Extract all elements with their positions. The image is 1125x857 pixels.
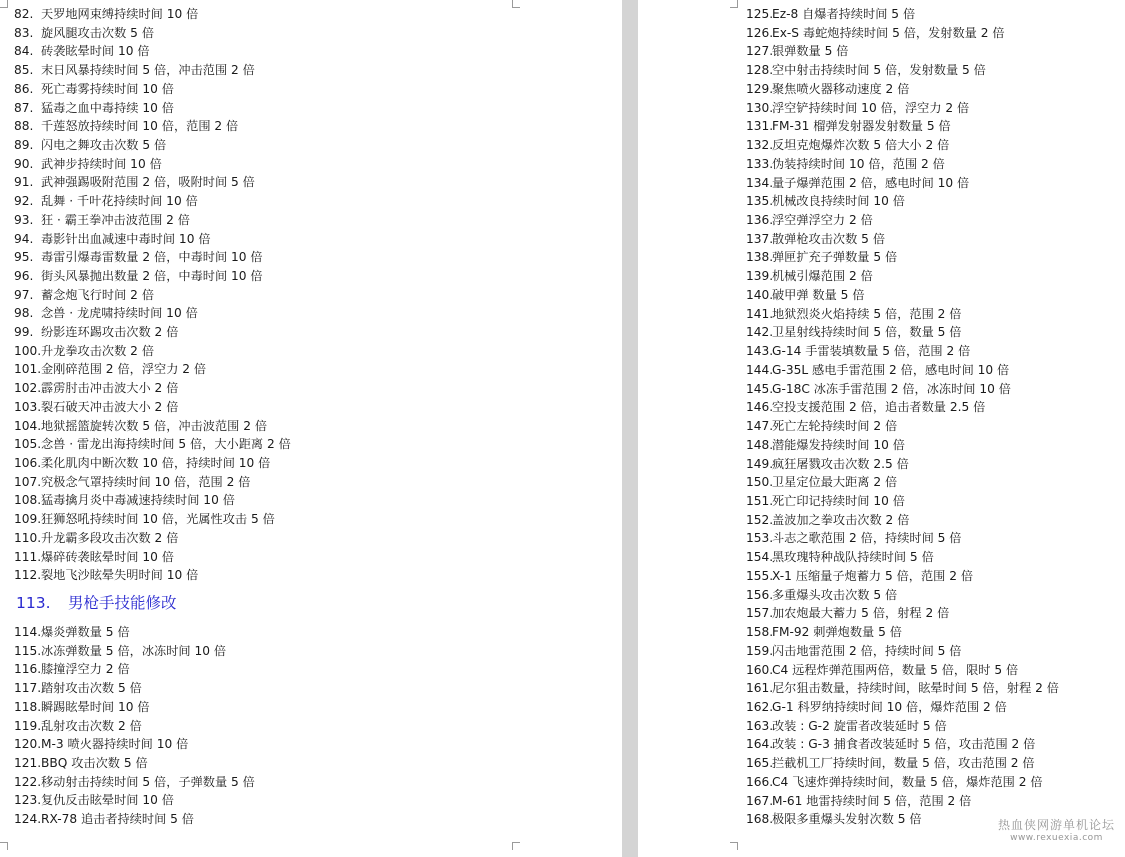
list-item-text: 爆炎弹数量 5 倍 xyxy=(41,625,130,639)
list-item-text: 升龙霸多段攻击次数 2 倍 xyxy=(41,530,179,545)
list-item-text: 地狱摇篮旋转次数 5 倍，冲击波范围 2 倍 xyxy=(41,418,268,433)
list-item-number: 161. xyxy=(746,681,774,696)
list-item xyxy=(746,119,951,133)
list-item xyxy=(14,700,150,714)
list-item-number: 131. xyxy=(746,119,774,134)
list-item-text: 裂石破天冲击波大小 2 倍 xyxy=(41,399,179,414)
list-item-number: 140. xyxy=(746,287,774,302)
list-item-number: 102. xyxy=(14,381,42,396)
list-item-text: 伪装持续时间 10 倍，范围 2 倍 xyxy=(772,156,945,171)
section-heading xyxy=(16,594,177,612)
list-item-text: 纷影连环踢攻击次数 2 倍 xyxy=(41,325,179,340)
list-item xyxy=(14,400,178,414)
list-item-text: 砖袭眩晕时间 10 倍 xyxy=(41,44,150,59)
list-item-text: 尼尔狙击数量，持续时间，眩晕时间 5 倍，射程 2 倍 xyxy=(772,681,1059,696)
list-item xyxy=(746,232,885,246)
list-item-text: 武神步持续时间 10 倍 xyxy=(41,156,162,171)
list-item-number: 125. xyxy=(746,7,774,21)
list-item-text: 卫星射线持续时间 5 倍，数量 5 倍 xyxy=(772,325,962,340)
list-item-number: 157. xyxy=(746,606,774,621)
list-item xyxy=(746,344,970,358)
list-item xyxy=(746,400,985,414)
list-item xyxy=(746,438,905,452)
list-item-number: 155. xyxy=(746,568,774,583)
list-item xyxy=(14,362,206,376)
list-item xyxy=(14,82,174,96)
list-item-number: 136. xyxy=(746,213,774,228)
list-item-text: 狂 · 霸王拳冲击波范围 2 倍 xyxy=(41,212,190,227)
list-item-text: 浮空铲持续时间 10 倍，浮空力 2 倍 xyxy=(772,100,970,115)
list-item-text: 蓄念炮飞行时间 2 倍 xyxy=(41,287,155,302)
list-item-number: 106. xyxy=(14,456,42,471)
list-item-number: 83. xyxy=(14,25,34,40)
list-item xyxy=(14,793,174,807)
list-item xyxy=(14,288,154,302)
list-item-text: G-35L 感电手雷范围 2 倍，感电时间 10 倍 xyxy=(772,362,1010,377)
list-item xyxy=(746,63,986,77)
list-item xyxy=(14,138,166,152)
list-item-number: 92. xyxy=(14,194,34,209)
list-item-number: 89. xyxy=(14,137,34,152)
list-item-number: 87. xyxy=(14,100,34,115)
list-item-text: FM-92 刺弹炮数量 5 倍 xyxy=(772,625,902,640)
list-item-number: 104. xyxy=(14,418,42,433)
list-item-number: 159. xyxy=(746,643,774,658)
list-item xyxy=(746,644,961,658)
list-item-text: 疯狂屠戮攻击次数 2.5 倍 xyxy=(772,456,909,471)
list-item xyxy=(14,475,250,489)
page-corner-mark xyxy=(730,842,738,850)
list-item xyxy=(746,494,905,508)
document-page-right xyxy=(638,0,1125,857)
list-item-text: 空投支援范围 2 倍，追击者数量 2.5 倍 xyxy=(772,400,986,415)
list-item-number: 145. xyxy=(746,381,774,396)
list-item-text: G-14 手雷装填数量 5 倍，范围 2 倍 xyxy=(772,344,971,359)
list-item xyxy=(14,7,198,21)
list-item xyxy=(746,176,969,190)
list-item-number: 127. xyxy=(746,44,774,59)
list-item-number: 118. xyxy=(14,699,42,714)
list-item xyxy=(14,101,174,115)
list-item-text: 死亡左轮持续时间 2 倍 xyxy=(772,419,898,434)
list-item-text: 末日风暴持续时间 5 倍，冲击范围 2 倍 xyxy=(41,63,255,78)
list-item-number: 165. xyxy=(746,756,774,771)
list-item-number: 123. xyxy=(14,793,42,808)
list-item-text: G-1 科罗纳持续时间 10 倍，爆炸范围 2 倍 xyxy=(772,700,1007,714)
page-corner-mark xyxy=(512,842,520,850)
list-item-number: 135. xyxy=(746,194,774,209)
page-corner-mark xyxy=(0,842,8,850)
list-item xyxy=(746,756,1035,770)
list-item xyxy=(746,513,909,527)
list-item xyxy=(746,26,1005,40)
list-item-number: 158. xyxy=(746,625,774,640)
list-item xyxy=(14,437,291,451)
list-item xyxy=(14,550,174,564)
list-item-text: 闪电之舞攻击次数 5 倍 xyxy=(41,137,167,152)
list-item xyxy=(746,7,915,21)
list-item xyxy=(746,812,922,826)
list-item-text: 聚焦喷火器移动速度 2 倍 xyxy=(772,81,910,96)
list-item-text: 膝撞浮空力 2 倍 xyxy=(41,662,130,677)
list-item-number: 84. xyxy=(14,44,34,59)
list-item-number: 134. xyxy=(746,175,774,190)
list-item-text: 念兽 · 龙虎啸持续时间 10 倍 xyxy=(41,306,198,321)
list-item-text: 升龙拳攻击次数 2 倍 xyxy=(41,343,155,358)
list-item xyxy=(14,756,148,770)
list-item-text: 反坦克炮爆炸次数 5 倍大小 2 倍 xyxy=(772,138,950,153)
list-item xyxy=(746,606,949,620)
list-item-number: 166. xyxy=(746,774,774,789)
list-item-text: 银弹数量 5 倍 xyxy=(772,44,849,59)
list-item xyxy=(14,157,162,171)
list-item xyxy=(14,662,130,676)
list-item-number: 119. xyxy=(14,718,42,733)
list-item-number: 152. xyxy=(746,512,774,527)
list-item-text: 浮空弹浮空力 2 倍 xyxy=(772,213,873,228)
list-item xyxy=(14,325,178,339)
list-item xyxy=(746,250,897,264)
list-item-number: 167. xyxy=(746,793,774,808)
list-item-number: 95. xyxy=(14,250,34,265)
list-item-number: 108. xyxy=(14,493,42,508)
list-item-number: 162. xyxy=(746,700,774,714)
list-item-text: 踏射攻击次数 5 倍 xyxy=(41,681,142,696)
list-item-number: 105. xyxy=(14,437,42,452)
list-item-text: 极限多重爆头发射次数 5 倍 xyxy=(772,812,922,827)
list-item-text: 念兽 · 雷龙出海持续时间 5 倍，大小距离 2 倍 xyxy=(41,437,291,452)
list-item-text: Ez-8 自爆者持续时间 5 倍 xyxy=(772,7,916,21)
list-item xyxy=(746,419,897,433)
list-item-text: 空中射击持续时间 5 倍，发射数量 5 倍 xyxy=(772,63,986,78)
list-item xyxy=(14,63,255,77)
list-item-number: 91. xyxy=(14,175,34,190)
list-item xyxy=(746,737,1035,751)
list-item-number: 86. xyxy=(14,81,34,96)
list-item-number: 124. xyxy=(14,812,42,827)
list-item xyxy=(14,719,142,733)
list-item-text: 复仇反击眩晕时间 10 倍 xyxy=(41,793,174,808)
list-item-text: 猛毒之血中毒持续 10 倍 xyxy=(41,100,174,115)
list-item xyxy=(14,568,198,582)
list-item-text: 量子爆弹范围 2 倍，感电时间 10 倍 xyxy=(772,175,970,190)
list-item xyxy=(14,493,235,507)
list-item xyxy=(14,306,198,320)
list-item-text: 毒雷引爆毒雷数量 2 倍，中毒时间 10 倍 xyxy=(41,250,263,265)
list-item-number: 168. xyxy=(746,812,774,827)
list-item xyxy=(14,531,178,545)
list-item-number: 109. xyxy=(14,512,42,527)
list-item-text: 究极念气罩持续时间 10 倍，范围 2 倍 xyxy=(41,474,251,489)
list-item xyxy=(746,550,934,564)
list-item xyxy=(14,269,263,283)
list-item-text: 瞬踢眩晕时间 10 倍 xyxy=(41,699,150,714)
list-item xyxy=(746,288,865,302)
list-item-text: 狂狮怒吼持续时间 10 倍，光属性攻击 5 倍 xyxy=(41,512,275,527)
list-item-number: 156. xyxy=(746,587,774,602)
list-item-number: 141. xyxy=(746,306,774,321)
page-gutter xyxy=(622,0,638,857)
section-heading-number: 113. xyxy=(16,594,51,612)
list-item-text: 天罗地网束缚持续时间 10 倍 xyxy=(41,7,199,21)
list-item-text: 死亡毒雾持续时间 10 倍 xyxy=(41,81,174,96)
list-item xyxy=(746,588,897,602)
list-item-number: 115. xyxy=(14,643,42,658)
list-item-text: 爆碎砖袭眩晕时间 10 倍 xyxy=(41,549,174,564)
list-item-text: X-1 压缩量子炮蓄力 5 倍，范围 2 倍 xyxy=(772,568,974,583)
list-item xyxy=(746,269,873,283)
list-item-number: 143. xyxy=(746,344,774,359)
list-item xyxy=(746,569,973,583)
list-item xyxy=(746,325,961,339)
list-item-number: 128. xyxy=(746,63,774,78)
list-item-text: 金刚碎范围 2 倍，浮空力 2 倍 xyxy=(41,362,207,377)
list-item-number: 164. xyxy=(746,737,774,752)
list-item-number: 101. xyxy=(14,362,42,377)
section-heading-text: 男枪手技能修改 xyxy=(68,594,177,612)
list-item-number: 149. xyxy=(746,456,774,471)
list-item-text: RX-78 追击者持续时间 5 倍 xyxy=(41,812,194,827)
list-item-number: 112. xyxy=(14,568,42,583)
list-item xyxy=(746,457,909,471)
list-item-text: BBQ 攻击次数 5 倍 xyxy=(41,755,148,770)
list-item-number: 146. xyxy=(746,400,774,415)
list-item-number: 148. xyxy=(746,437,774,452)
list-item-text: 霹雳肘击冲击波大小 2 倍 xyxy=(41,381,179,396)
list-item-number: 82. xyxy=(14,7,34,21)
list-item-text: 卫星定位最大距离 2 倍 xyxy=(772,475,898,490)
watermark-title: 热血侠网游单机论坛 xyxy=(997,818,1115,832)
list-item-text: 改装 : G-3 捕食者改装延时 5 倍，攻击范围 2 倍 xyxy=(772,737,1036,752)
list-item-text: 移动射击持续时间 5 倍，子弹数量 5 倍 xyxy=(41,774,255,789)
list-item xyxy=(746,157,945,171)
watermark-url: www.rexuexia.com xyxy=(1010,833,1103,843)
list-item xyxy=(14,26,154,40)
list-item-number: 129. xyxy=(746,81,774,96)
list-item xyxy=(14,419,267,433)
list-item-number: 90. xyxy=(14,156,34,171)
list-item-text: 地狱烈炎火焰持续 5 倍，范围 2 倍 xyxy=(772,306,962,321)
list-item-number: 120. xyxy=(14,737,42,752)
list-item-number: 99. xyxy=(14,325,34,340)
list-item-text: C4 飞速炸弹持续时间，数量 5 倍，爆炸范围 2 倍 xyxy=(772,774,1043,789)
list-item xyxy=(14,381,178,395)
forum-watermark xyxy=(994,818,1119,844)
list-item-text: 弹匣扩充子弹数量 5 倍 xyxy=(772,250,898,265)
list-item xyxy=(746,101,969,115)
list-item xyxy=(746,382,1011,396)
page-corner-mark xyxy=(730,0,738,8)
list-item-number: 142. xyxy=(746,325,774,340)
list-item xyxy=(14,625,130,639)
list-item-text: 加农炮最大蓄力 5 倍，射程 2 倍 xyxy=(772,606,950,621)
list-item xyxy=(14,250,263,264)
list-item-text: 机械引爆范围 2 倍 xyxy=(772,269,873,284)
list-item-text: 武神强踢吸附范围 2 倍，吸附时间 5 倍 xyxy=(41,175,255,190)
list-item xyxy=(14,737,188,751)
list-item-number: 138. xyxy=(746,250,774,265)
list-item-text: 毒影针出血减速中毒时间 10 倍 xyxy=(41,231,211,246)
list-item-number: 153. xyxy=(746,531,774,546)
list-item xyxy=(14,344,154,358)
list-item-text: 机械改良持续时间 10 倍 xyxy=(772,194,905,209)
list-item-number: 88. xyxy=(14,119,34,134)
list-item-number: 163. xyxy=(746,718,774,733)
list-item-number: 100. xyxy=(14,343,42,358)
list-item-number: 96. xyxy=(14,268,34,283)
list-item xyxy=(746,307,961,321)
list-item xyxy=(746,681,1059,695)
list-item-text: 拦截机工厂持续时间，数量 5 倍，攻击范围 2 倍 xyxy=(772,756,1035,771)
list-item-text: 街头风暴抛出数量 2 倍，中毒时间 10 倍 xyxy=(41,268,263,283)
list-item-text: 死亡印记持续时间 10 倍 xyxy=(772,493,905,508)
list-item-number: 144. xyxy=(746,362,774,377)
list-item-number: 130. xyxy=(746,100,774,115)
list-item xyxy=(746,363,1009,377)
list-item-text: 黑玫瑰特种战队持续时间 5 倍 xyxy=(772,550,934,565)
list-item xyxy=(746,82,909,96)
list-item-number: 132. xyxy=(746,138,774,153)
list-item-number: 85. xyxy=(14,63,34,78)
list-item-text: C4 远程炸弹范围两倍，数量 5 倍，限时 5 倍 xyxy=(772,662,1019,677)
page-corner-mark xyxy=(512,0,520,8)
list-item xyxy=(14,644,226,658)
list-item-number: 103. xyxy=(14,399,42,414)
list-item xyxy=(746,700,1007,714)
list-item-text: G-18C 冰冻手雷范围 2 倍，冰冻时间 10 倍 xyxy=(772,381,1011,396)
list-item-text: 乱射攻击次数 2 倍 xyxy=(41,718,142,733)
list-item xyxy=(14,194,198,208)
list-item-number: 110. xyxy=(14,530,42,545)
list-item xyxy=(746,475,897,489)
list-item-text: 千莲怒放持续时间 10 倍，范围 2 倍 xyxy=(41,119,239,134)
list-item-number: 121. xyxy=(14,755,42,770)
list-item xyxy=(746,719,947,733)
list-item xyxy=(14,232,211,246)
list-item-text: 旋风腿攻击次数 5 倍 xyxy=(41,25,155,40)
list-item-number: 122. xyxy=(14,774,42,789)
list-item xyxy=(14,775,255,789)
list-item xyxy=(14,119,238,133)
list-item-number: 154. xyxy=(746,550,774,565)
list-item xyxy=(746,625,902,639)
list-item-text: M-61 地雷持续时间 5 倍，范围 2 倍 xyxy=(772,793,972,808)
list-item-text: 破甲弹 数量 5 倍 xyxy=(772,287,865,302)
list-item-number: 97. xyxy=(14,287,34,302)
list-item xyxy=(14,213,190,227)
list-item-number: 147. xyxy=(746,419,774,434)
list-item xyxy=(746,138,949,152)
list-item-number: 114. xyxy=(14,625,42,639)
list-item-text: FM-31 榴弹发射器发射数量 5 倍 xyxy=(772,119,951,134)
list-item xyxy=(14,812,194,826)
list-item-number: 116. xyxy=(14,662,42,677)
list-item-text: 散弹枪攻击次数 5 倍 xyxy=(772,231,886,246)
list-item xyxy=(14,512,275,526)
page-corner-mark xyxy=(0,0,8,8)
list-item xyxy=(746,44,848,58)
list-item xyxy=(746,194,905,208)
list-item-text: 潜能爆发持续时间 10 倍 xyxy=(772,437,905,452)
list-item xyxy=(746,531,961,545)
list-item-text: 盖波加之拳攻击次数 2 倍 xyxy=(772,512,910,527)
list-item xyxy=(14,44,150,58)
list-item-number: 98. xyxy=(14,306,34,321)
list-item-number: 126. xyxy=(746,25,774,40)
list-item-text: 多重爆头攻击次数 5 倍 xyxy=(772,587,898,602)
list-item xyxy=(14,681,142,695)
list-item-text: 冰冻弹数量 5 倍，冰冻时间 10 倍 xyxy=(41,643,227,658)
list-item-number: 93. xyxy=(14,212,34,227)
list-item xyxy=(746,794,971,808)
list-item-number: 133. xyxy=(746,156,774,171)
list-item-number: 94. xyxy=(14,231,34,246)
list-item-number: 137. xyxy=(746,231,774,246)
list-item-number: 107. xyxy=(14,474,42,489)
list-item-text: 乱舞 · 千叶花持续时间 10 倍 xyxy=(41,194,198,209)
list-item-number: 111. xyxy=(14,549,42,564)
list-item-text: 斗志之歌范围 2 倍，持续时间 5 倍 xyxy=(772,531,962,546)
list-item-text: 裂地飞沙眩晕失明时间 10 倍 xyxy=(41,568,199,583)
list-item-text: Ex-S 毒蛇炮持续时间 5 倍，发射数量 2 倍 xyxy=(772,25,1005,40)
list-item-text: 改装 : G-2 旋雷者改装延时 5 倍 xyxy=(772,718,947,733)
list-item-number: 160. xyxy=(746,662,774,677)
list-item-text: 猛毒擒月炎中毒减速持续时间 10 倍 xyxy=(41,493,235,508)
list-item xyxy=(14,456,270,470)
list-item-number: 151. xyxy=(746,493,774,508)
list-item-number: 139. xyxy=(746,269,774,284)
list-item xyxy=(14,175,255,189)
list-item xyxy=(746,775,1043,789)
list-item-number: 150. xyxy=(746,475,774,490)
list-item-text: 柔化肌肉中断次数 10 倍，持续时间 10 倍 xyxy=(41,456,271,471)
list-item-number: 117. xyxy=(14,681,42,696)
list-item xyxy=(746,213,873,227)
list-item-text: 闪击地雷范围 2 倍，持续时间 5 倍 xyxy=(772,643,962,658)
list-item xyxy=(746,663,1018,677)
list-item-text: M-3 喷火器持续时间 10 倍 xyxy=(41,737,189,752)
